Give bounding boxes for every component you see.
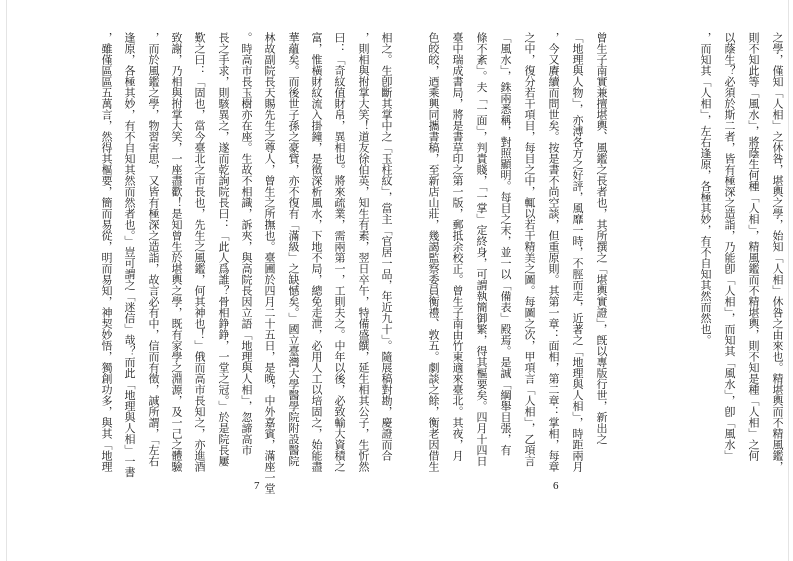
text-column: 之中，復分若干項目，每目之中，輒以若干精美之圖。每圖之次，甲項言「人相」，乙項言	[523, 32, 536, 467]
text-column: ，而於風鑑之學，物習害思，又皆有極深之造詣，故言必有中，信而有徵，誠所謂，「左右	[147, 32, 160, 467]
text-column: ，而知其「人相」，左右逢原，各極其妙，有不自知其然而然也。	[699, 32, 712, 346]
text-column: 相之。生卽斷其掌中之「玉柱紋」，當主「官居一品，年近九十」。隨展稿對勘，慶證而合	[380, 32, 393, 461]
text-column: 條不紊」。夫「一面」，判貴賤，「一掌」定終身，可謂執簡御繁，得其樞要矣。四月十四日	[475, 32, 488, 467]
text-column: 臺中瑞成書局，將是書草印之第一版，郵抵余校正。曾生子南由竹東適來臺北。其夜，月	[451, 32, 464, 461]
text-column: 林故副院長天賜先生之尊人，曾生之所撫也。臺圃於四月二十五日，是晚，中外嘉賓，滿座一堂	[263, 32, 276, 494]
text-column: ，今又賡續而問世矣。按是書不尚空談，但重原則。其第一章：面相，第二章：掌相，每章	[547, 32, 560, 472]
text-column: 富，惟橫財紋流入掛鐘，是徵深析風水，下地不局，總免走泄，必用人工以培固之，始能盡	[310, 32, 323, 472]
text-column: 「風水」，銖兩悉稱，對照顯明。每目之末，並一以「備表」殿焉。是誠「綱舉目張，有	[499, 32, 512, 456]
text-column: 曰：「奇紋值財帛，異相也。將來疏業，需兩第一，工則夫之。中年以後，必致輸大資積之	[333, 32, 346, 472]
text-column: 「地理與人物」，亦溥各方之好評，風靡一時，不脛而走，近著之「地理與人相」，時距兩月	[571, 32, 584, 472]
right-page	[396, 0, 793, 561]
text-column: 以蔭生？必須於斯二者，皆有極深之造詣，乃能卽「人相」，而知其「風水」，卽「風水」	[723, 32, 736, 461]
text-column: ，雖僅區區五萬言，然得其樞要，簡而易從，明而易知，神契妙悟，獨創功多，與其「地理	[100, 32, 113, 472]
text-column: 則不知此等「風水」，將蔭生何種「人相」，精風鑑而不精堪輿，則不知是種「人相」之何	[747, 32, 760, 461]
left-page	[0, 0, 396, 561]
text-column: 致謝，乃相與拊掌大笑，一座盡歡！是知曾生於堪輿之學，既有家學之淵源，及一己之體驗	[170, 32, 183, 472]
page-number: 6	[553, 480, 559, 492]
text-column: 色皎皎，迺乘興同攜書稿，至新店山莊，幾謁監察委員衡禮、敦五。劇談之餘，衡老因借生	[427, 32, 440, 472]
text-column: 曾生子南實兼擅堪輿、風鑑之長者也，其所撰之「堪輿實證」，旣以專版行世，新出之	[595, 32, 608, 445]
text-column: ，則相與拊掌大笑！道友徐伯英，知生有素，翌日卒午，特備盛饌，延生相其公子，生忻然	[357, 32, 370, 472]
text-column: 。時高市長玉樹亦在座。生故不相識，訴夾，與高院長因立語「地理與人相」，忽諦高市	[240, 32, 253, 456]
text-column: 之學，僅知「人相」之休咎，堪輿之學，始知「人相」休咎之由來也。精堪輿而不精風鑑，	[771, 32, 784, 472]
text-column: 華蘊矣。而後世子孫之豪貲，亦不復有「滿級」之缺憾矣。」國立臺灣大學醫學院附設醫院	[287, 32, 300, 467]
text-column: 長之手求，則駭異之，遂而乾詢院長曰：「此人爲誰？骨相錚錚，一堂之冠。」於是院長屢	[217, 32, 230, 467]
text-column: 歎之曰：「固也，當今臺北之市長也，先生之風鑑，何其神也！」俄而高市長知之，亦進酒	[193, 32, 206, 472]
page-number: 7	[254, 480, 260, 492]
text-column: 逢原，各極其妙，有不自知其然而然者也。」豈可謂之「迷信」哉？而此「地理與人相」一書	[123, 32, 136, 478]
